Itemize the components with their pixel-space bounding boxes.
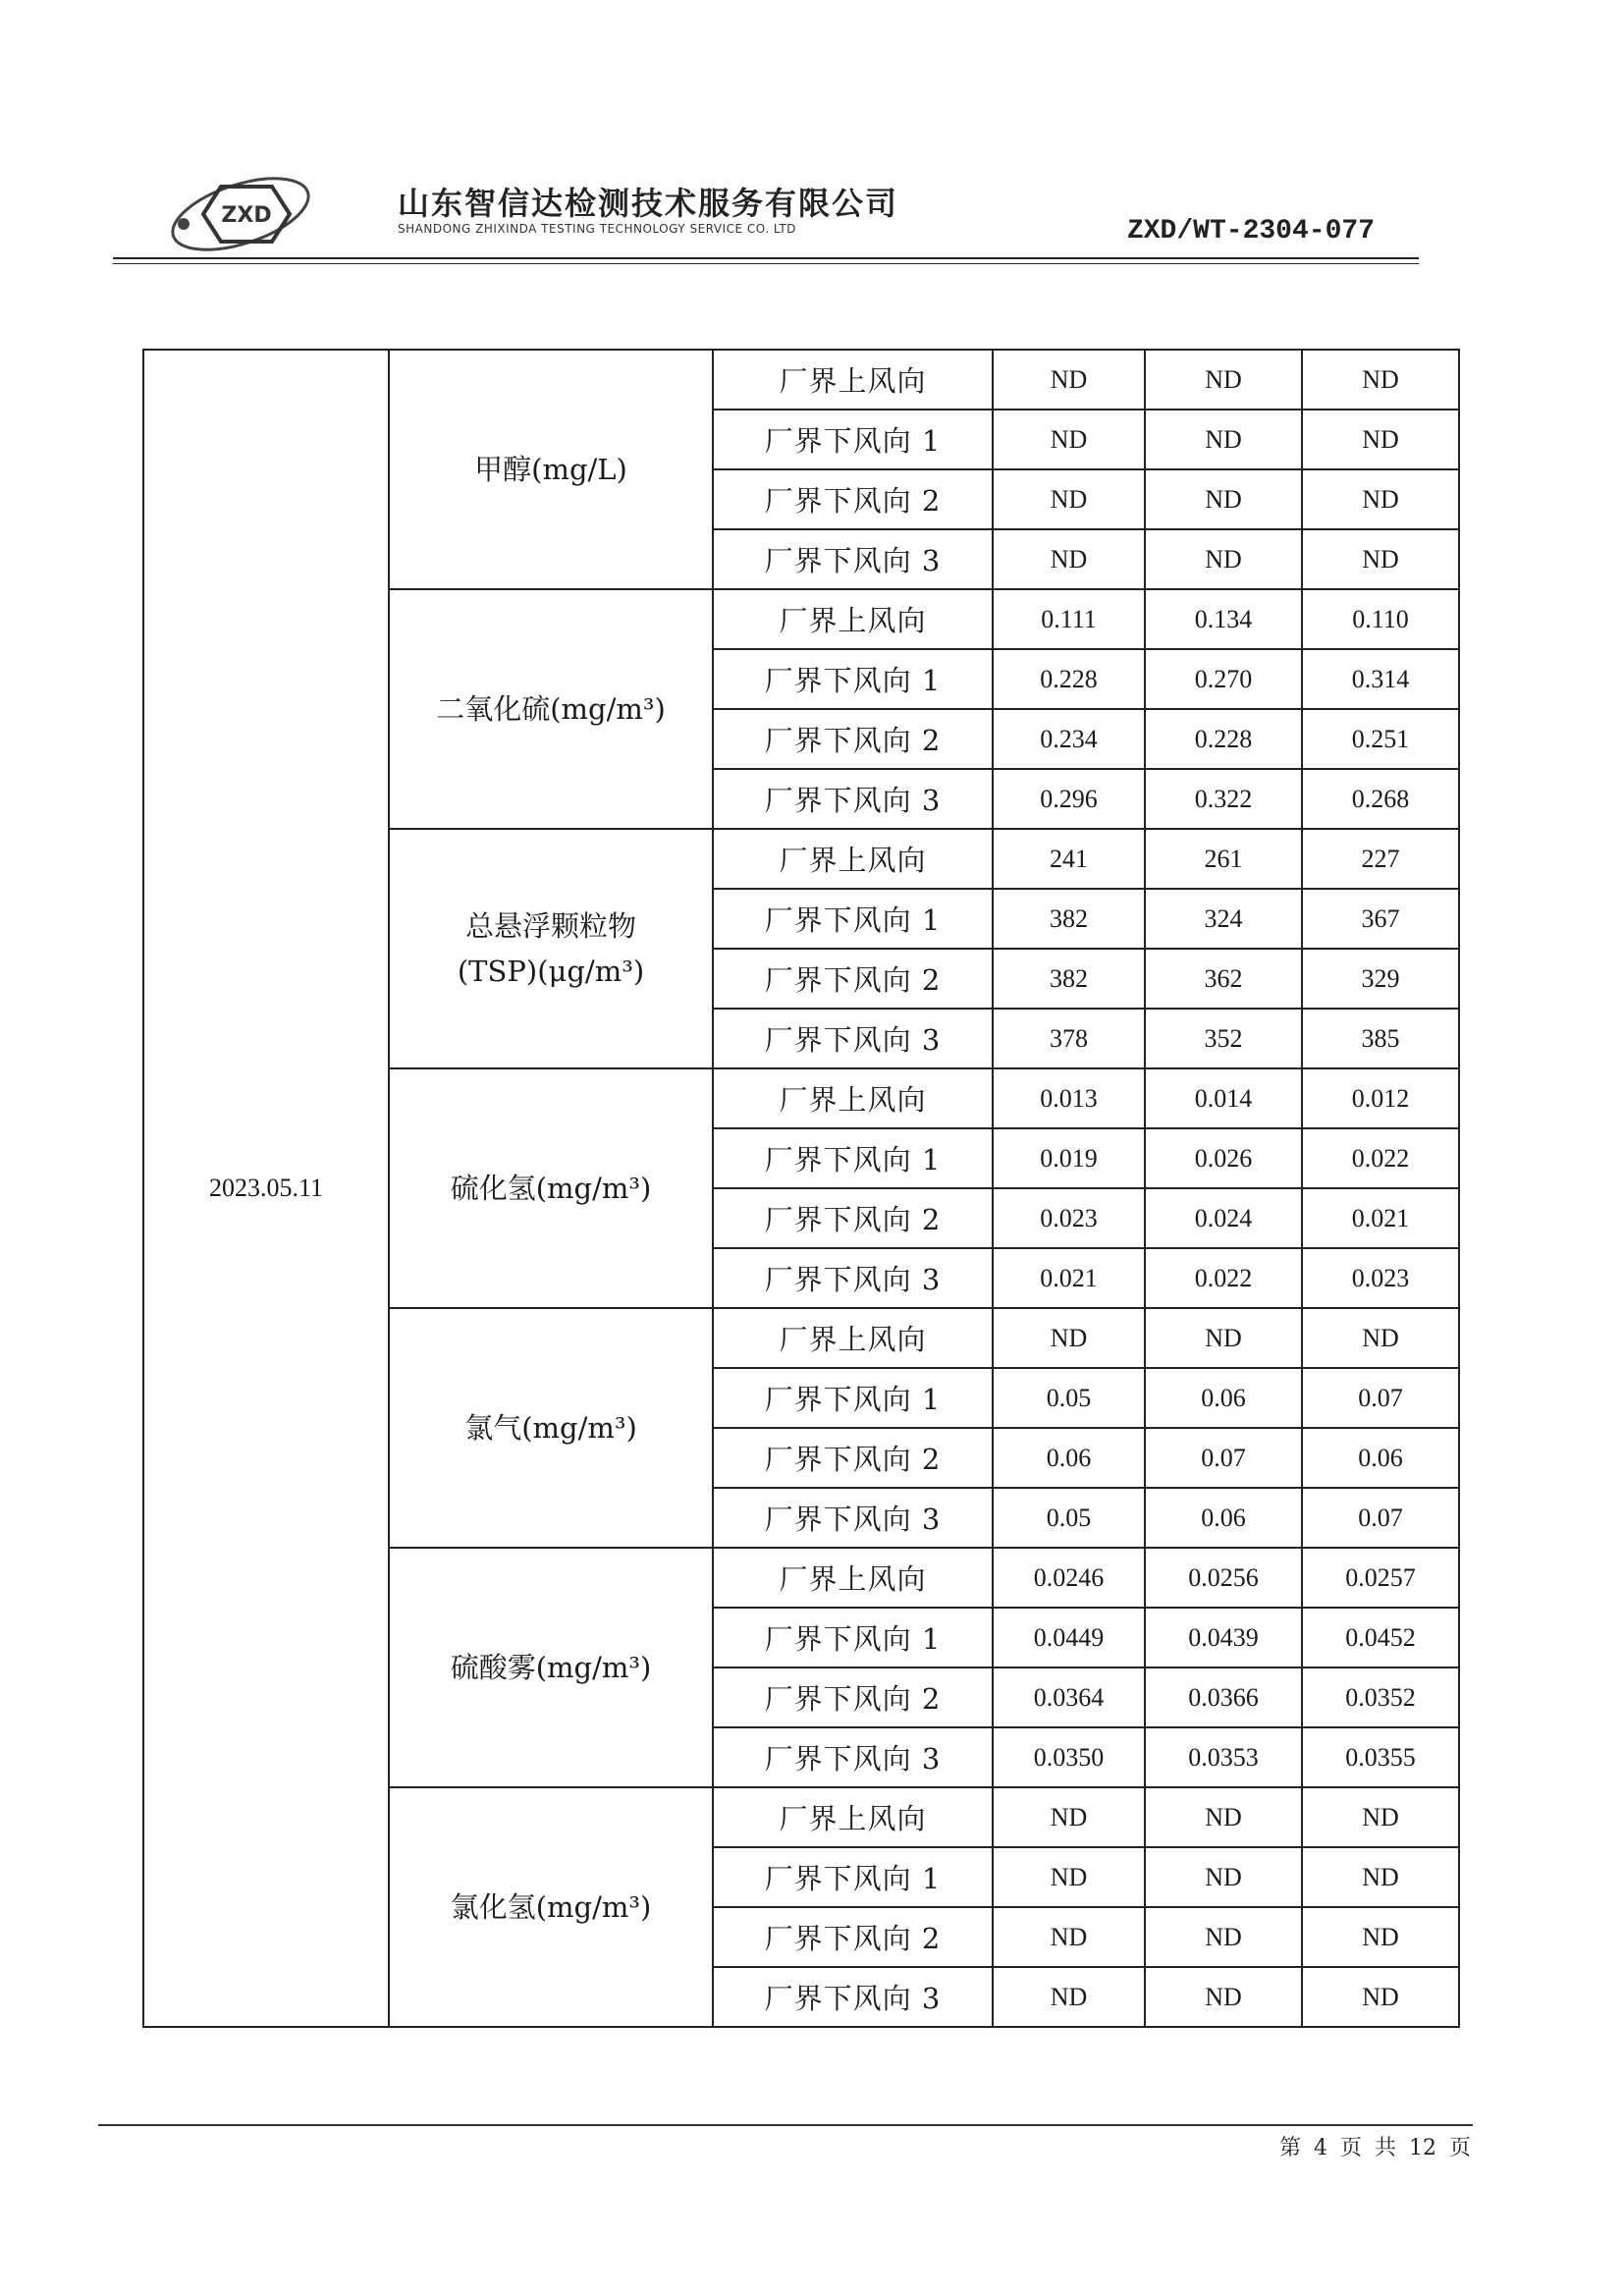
header-divider: [113, 257, 1419, 259]
result-value: ND: [1302, 1308, 1459, 1368]
result-value: 0.296: [993, 769, 1145, 829]
result-value: ND: [1302, 1787, 1459, 1847]
pollutant-name: 二氧化硫(mg/m³): [436, 692, 666, 726]
pollutant-item: [389, 350, 713, 589]
result-value: 0.07: [1302, 1368, 1459, 1428]
result-value: 0.268: [1302, 769, 1459, 829]
result-value: 0.0257: [1302, 1548, 1459, 1608]
pollutant-name: 氯化氢(mg/m³): [450, 1890, 652, 1924]
result-value: ND: [1145, 1907, 1302, 1967]
result-value: ND: [1302, 1847, 1459, 1907]
result-value: 0.111: [993, 589, 1145, 649]
sampling-point: 厂界上风向: [713, 1068, 993, 1128]
pollutant-item: [389, 1548, 713, 1787]
result-value: ND: [1302, 1967, 1459, 2027]
pollutant-name: 甲醇(mg/L): [474, 453, 627, 486]
result-value: 0.023: [993, 1188, 1145, 1248]
sampling-point: 厂界下风向 3: [713, 1248, 993, 1308]
pollutant-name: 硫化氢(mg/m³): [450, 1172, 652, 1205]
result-value: 0.014: [1145, 1068, 1302, 1128]
result-value: 0.0350: [993, 1727, 1145, 1787]
sampling-point: 厂界上风向: [713, 829, 993, 889]
result-value: 0.270: [1145, 649, 1302, 709]
result-value: 367: [1302, 889, 1459, 949]
result-value: 0.022: [1145, 1248, 1302, 1308]
document-number: ZXD/WT-2304-077: [1126, 216, 1375, 246]
result-value: 0.07: [1302, 1488, 1459, 1548]
result-value: ND: [1302, 469, 1459, 529]
result-value: 0.06: [1145, 1368, 1302, 1428]
result-value: ND: [993, 1967, 1145, 2027]
header-divider-thin: [113, 263, 1419, 264]
result-value: 0.0353: [1145, 1727, 1302, 1787]
result-value: 0.021: [993, 1248, 1145, 1308]
result-value: 0.110: [1302, 589, 1459, 649]
company-name-cn: 山东智信达检测技术服务有限公司: [398, 185, 899, 222]
sampling-point: 厂界上风向: [713, 1787, 993, 1847]
result-value: ND: [993, 1308, 1145, 1368]
result-value: 241: [993, 829, 1145, 889]
result-value: 0.05: [993, 1488, 1145, 1548]
company-name-en: SHANDONG ZHIXINDA TESTING TECHNOLOGY SERVICE CO. LTD: [398, 222, 796, 236]
sampling-point: 厂界上风向: [713, 1548, 993, 1608]
result-value: 0.06: [1145, 1488, 1302, 1548]
sampling-point: 厂界下风向 3: [713, 1967, 993, 2027]
result-value: ND: [1145, 529, 1302, 589]
result-value: 352: [1145, 1009, 1302, 1068]
result-value: 0.013: [993, 1068, 1145, 1128]
sampling-point: 厂界下风向 2: [713, 1907, 993, 1967]
result-value: 324: [1145, 889, 1302, 949]
pollutant-item: [389, 1787, 713, 2027]
result-value: 0.06: [993, 1428, 1145, 1488]
result-value: ND: [993, 410, 1145, 469]
sampling-point: 厂界下风向 2: [713, 469, 993, 529]
sampling-point: 厂界下风向 3: [713, 1009, 993, 1068]
logo-text: ZXD: [221, 203, 272, 228]
sampling-point: 厂界下风向 3: [713, 1727, 993, 1787]
result-value: 0.022: [1302, 1128, 1459, 1188]
result-value: 0.024: [1145, 1188, 1302, 1248]
result-value: 0.322: [1145, 769, 1302, 829]
result-value: 227: [1302, 829, 1459, 889]
sampling-point: 厂界下风向 1: [713, 1847, 993, 1907]
sampling-point: 厂界下风向 1: [713, 1368, 993, 1428]
result-value: ND: [1145, 1967, 1302, 2027]
sampling-point: 厂界下风向 1: [713, 889, 993, 949]
report-header: [113, 157, 1419, 265]
result-value: 0.023: [1302, 1248, 1459, 1308]
result-value: ND: [1145, 1308, 1302, 1368]
result-value: ND: [993, 350, 1145, 410]
result-value: 378: [993, 1009, 1145, 1068]
pollutant-unit: (TSP)(μg/m³): [457, 955, 645, 988]
sampling-point: 厂界下风向 1: [713, 1128, 993, 1188]
result-value: 0.07: [1145, 1428, 1302, 1488]
sampling-point: 厂界上风向: [713, 1308, 993, 1368]
result-value: 0.05: [993, 1368, 1145, 1428]
sampling-point: 厂界下风向 1: [713, 649, 993, 709]
result-value: ND: [993, 1847, 1145, 1907]
pollutant-item: [389, 1308, 713, 1548]
result-value: 0.019: [993, 1128, 1145, 1188]
sampling-point: 厂界下风向 2: [713, 1667, 993, 1727]
result-value: 0.234: [993, 709, 1145, 769]
result-value: ND: [1302, 410, 1459, 469]
result-value: 329: [1302, 949, 1459, 1009]
sampling-point: 厂界下风向 2: [713, 949, 993, 1009]
pollutant-item: [389, 1068, 713, 1308]
result-value: 0.0449: [993, 1608, 1145, 1667]
result-value: ND: [1145, 410, 1302, 469]
result-value: 0.0246: [993, 1548, 1145, 1608]
result-value: ND: [1145, 1847, 1302, 1907]
result-value: ND: [1302, 1907, 1459, 1967]
result-value: 0.0439: [1145, 1608, 1302, 1667]
result-value: 0.0352: [1302, 1667, 1459, 1727]
result-value: 0.06: [1302, 1428, 1459, 1488]
result-value: ND: [993, 1907, 1145, 1967]
result-value: 0.026: [1145, 1128, 1302, 1188]
pollutant-item: [389, 829, 713, 1068]
result-value: 0.012: [1302, 1068, 1459, 1128]
result-value: 0.0452: [1302, 1608, 1459, 1667]
result-value: 0.0364: [993, 1667, 1145, 1727]
sampling-point: 厂界下风向 2: [713, 1188, 993, 1248]
sampling-point: 厂界下风向 3: [713, 1488, 993, 1548]
sampling-point: 厂界上风向: [713, 589, 993, 649]
sampling-point: 厂界上风向: [713, 350, 993, 410]
pollutant-item: [389, 589, 713, 829]
sampling-point: 厂界下风向 2: [713, 1428, 993, 1488]
table-row: [143, 350, 1459, 410]
result-value: 0.021: [1302, 1188, 1459, 1248]
pollutant-name: 硫酸雾(mg/m³): [450, 1651, 652, 1684]
result-value: 0.0256: [1145, 1548, 1302, 1608]
result-value: 0.0355: [1302, 1727, 1459, 1787]
result-value: 261: [1145, 829, 1302, 889]
page-number: 第 4 页 共 12 页: [1279, 2136, 1471, 2160]
result-value: ND: [1145, 350, 1302, 410]
result-value: 0.134: [1145, 589, 1302, 649]
sampling-point: 厂界下风向 3: [713, 769, 993, 829]
result-value: ND: [1302, 350, 1459, 410]
result-value: 382: [993, 949, 1145, 1009]
monitoring-results-table: [142, 349, 1460, 2028]
result-value: 0.228: [1145, 709, 1302, 769]
result-value: 0.228: [993, 649, 1145, 709]
result-value: 0.314: [1302, 649, 1459, 709]
result-value: ND: [1145, 1787, 1302, 1847]
result-value: ND: [993, 1787, 1145, 1847]
result-value: 362: [1145, 949, 1302, 1009]
result-value: 0.0366: [1145, 1667, 1302, 1727]
result-value: ND: [1302, 529, 1459, 589]
result-value: ND: [993, 529, 1145, 589]
pollutant-name: 氯气(mg/m³): [464, 1411, 637, 1445]
result-value: 0.251: [1302, 709, 1459, 769]
sampling-point: 厂界下风向 2: [713, 709, 993, 769]
sampling-point: 厂界下风向 1: [713, 410, 993, 469]
result-value: 385: [1302, 1009, 1459, 1068]
company-logo: [162, 165, 349, 253]
result-value: 382: [993, 889, 1145, 949]
sampling-date: 2023.05.11: [143, 350, 389, 2027]
pollutant-name: 总悬浮颗粒物: [464, 909, 636, 943]
footer-divider: [98, 2124, 1473, 2126]
sampling-point: 厂界下风向 1: [713, 1608, 993, 1667]
sampling-point: 厂界下风向 3: [713, 529, 993, 589]
result-value: ND: [993, 469, 1145, 529]
result-value: ND: [1145, 469, 1302, 529]
